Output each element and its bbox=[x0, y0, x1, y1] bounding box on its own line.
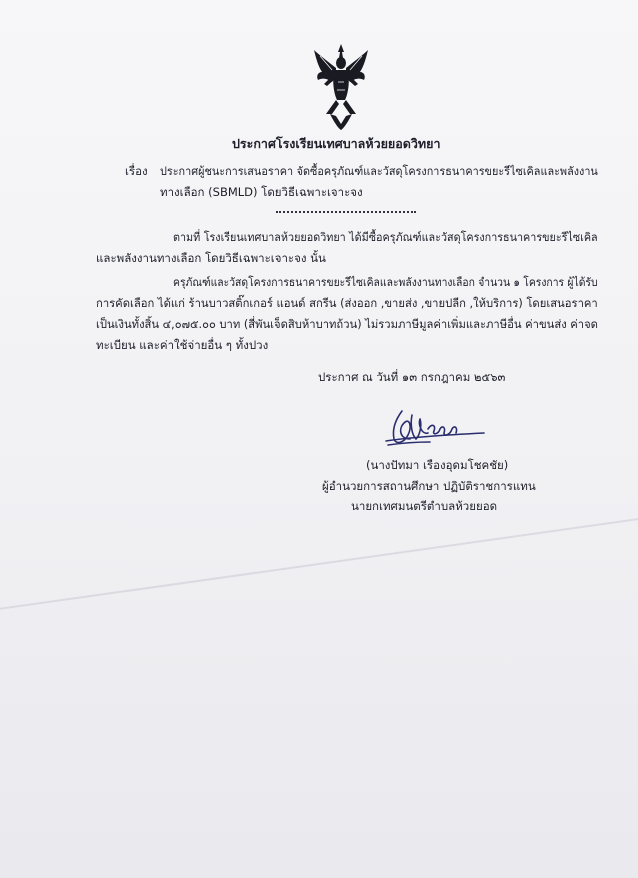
subject-label: เรื่อง bbox=[125, 164, 148, 178]
signatory-position-2: นายกเทศมนตรีตำบลห้วยยอด bbox=[351, 499, 498, 513]
handwritten-signature bbox=[382, 405, 488, 449]
announcement-date: ประกาศ ณ วันที่ ๑๓ กรกฎาคม ๒๕๖๓ bbox=[318, 370, 506, 384]
page-title: ประกาศโรงเรียนเทศบาลห้วยยอดวิทยา bbox=[232, 136, 441, 151]
signatory-position-1: ผู้อำนวยการสถานศึกษา ปฏิบัติราชการแทน bbox=[322, 479, 536, 493]
subject-line-2: ทางเลือก (SBMLD) โดยวิธีเฉพาะเจาะจง bbox=[160, 185, 363, 199]
paragraph-2-line-2: การคัดเลือก ได้แก่ ร้านบาวสติ๊กเกอร์ แอนด์ สกรีน (ส่งออก ,ขายส่ง ,ขายปลีก ,ให้บริการ) โดยเสนอราคา bbox=[96, 296, 598, 310]
subject-line-1: ประกาศผู้ชนะการเสนอราคา จัดซื้อครุภัณฑ์และวัสดุโครงการธนาคารขยะรีไซเคิลและพลังงาน bbox=[160, 164, 598, 178]
paper-fold-line bbox=[0, 507, 638, 615]
paragraph-2-line-3: เป็นเงินทั้งสิ้น ๔,๐๗๕.๐๐ บาท (สี่พันเจ็ดสิบห้าบาทถ้วน) ไม่รวมภาษีมูลค่าเพิ่มและภาษีอื่น ค่าขนส่ง ค่าจด bbox=[96, 317, 598, 331]
divider-dotted-line bbox=[276, 211, 416, 213]
signatory-name: (นางปัทมา เรืองอุดมโชคชัย) bbox=[366, 458, 509, 472]
paragraph-1-line-2: และพลังงานทางเลือก โดยวิธีเฉพาะเจาะจง นั้น bbox=[96, 251, 326, 265]
paragraph-1-line-1: ตามที่ โรงเรียนเทศบาลห้วยยอดวิทยา ได้มีซื้อครุภัณฑ์และวัสดุโครงการธนาคารขยะรีไซเคิล bbox=[173, 230, 598, 244]
garuda-emblem-icon bbox=[312, 42, 370, 132]
paragraph-2-line-4: ทะเบียน และค่าใช้จ่ายอื่น ๆ ทั้งปวง bbox=[96, 338, 269, 352]
paragraph-2-line-1: ครุภัณฑ์และวัสดุโครงการธนาคารขยะรีไซเคิลและพลังงานทางเลือก จำนวน ๑ โครงการ ผู้ได้รับ bbox=[173, 275, 598, 289]
